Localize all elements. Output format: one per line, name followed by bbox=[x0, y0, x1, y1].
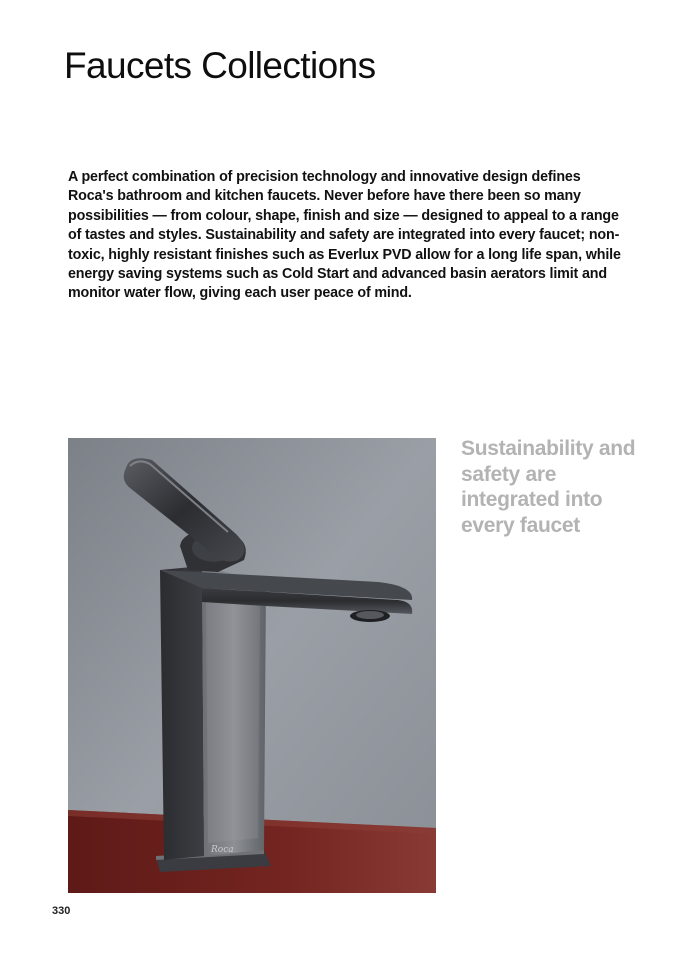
roca-brand-mark: Roca bbox=[211, 845, 234, 855]
page-number: 330 bbox=[52, 905, 71, 917]
faucet-photo bbox=[68, 438, 436, 893]
page-title: Faucets Collections bbox=[64, 45, 376, 86]
pull-quote: Sustainability and safety are integrated into every faucet bbox=[461, 437, 636, 537]
faucet-illustration bbox=[68, 438, 436, 893]
intro-paragraph: A perfect combination of precision technology and innovative design defines Roca's bathroom and kitchen faucets. Never before have there been so many possibilities — from colour, shape, finish and size — designed to appeal to a range of tastes and styles. Sustainability and safety are integrated into every faucet; non-toxic, highly resistant finishes such as Everlux PVD allow for a long life span, while energy saving systems such as Cold Start and advanced basin aerators limit and monitor water flow, giving each user peace of mind. bbox=[68, 169, 621, 302]
